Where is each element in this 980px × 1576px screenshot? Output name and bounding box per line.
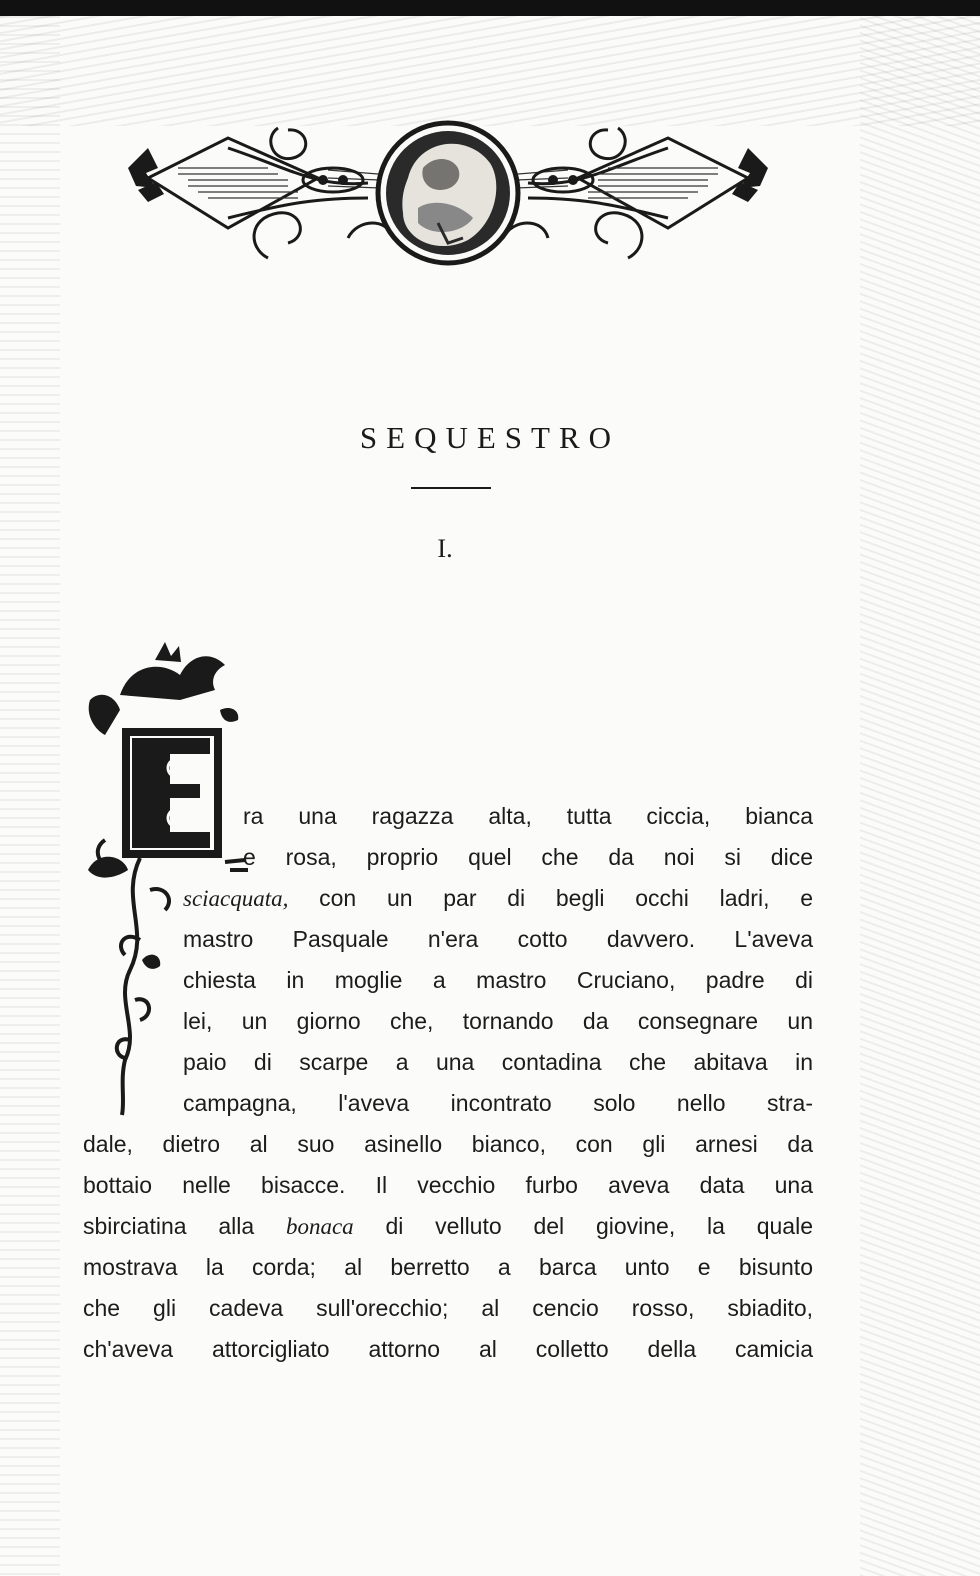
italic-term: bonaca bbox=[285, 1214, 354, 1239]
paragraph-line: che gli cadeva sull'orecchio; al cencio rosso, sbiadito, bbox=[83, 1295, 813, 1321]
paragraph-line: campagna, l'aveva incontrato solo nello stra- bbox=[183, 1090, 813, 1116]
paragraph-line: mostrava la corda; al berretto a barca unto e bisunto bbox=[83, 1254, 813, 1280]
line-start: sbirciatina alla bbox=[83, 1213, 286, 1239]
page-top-edge bbox=[0, 0, 980, 16]
line-rest: con un par di begli occhi ladri, e bbox=[288, 885, 813, 911]
paper-grain-right bbox=[860, 16, 980, 1576]
paragraph-line bbox=[83, 1212, 813, 1241]
paragraph-line: ch'aveva attorcigliato attorno al colletto della camicia bbox=[83, 1336, 813, 1362]
paragraph-line: dale, dietro al suo asinello bianco, con gli arnesi da bbox=[83, 1131, 813, 1157]
chapter-title: SEQUESTRO bbox=[359, 420, 621, 455]
line-rest: di velluto del giovine, la quale bbox=[353, 1213, 813, 1239]
paragraph-line: chiesta in moglie a mastro Cruciano, padre di bbox=[183, 967, 813, 993]
ornamental-headpiece bbox=[118, 108, 778, 288]
paragraph-line: mastro Pasquale n'era cotto davvero. L'aveva bbox=[183, 926, 813, 952]
paragraph-line bbox=[183, 884, 813, 913]
paragraph-line: ra una ragazza alta, tutta ciccia, bianca bbox=[243, 803, 813, 829]
headpiece-medallion bbox=[378, 123, 518, 263]
paragraph-line: lei, un giorno che, tornando da consegnare un bbox=[183, 1008, 813, 1034]
paragraph-line: e rosa, proprio quel che da noi si dice bbox=[243, 844, 813, 870]
initial-ornament-top bbox=[89, 642, 239, 735]
title-rule bbox=[411, 487, 491, 489]
italic-term: sciacquata, bbox=[183, 886, 289, 911]
paper-grain-left bbox=[0, 16, 60, 1576]
chapter-numeral: I. bbox=[437, 534, 453, 563]
paragraph-line: bottaio nelle bisacce. Il vecchio furbo aveva data una bbox=[83, 1172, 813, 1198]
paragraph-line: paio di scarpe a una contadina che abitava in bbox=[183, 1049, 813, 1075]
